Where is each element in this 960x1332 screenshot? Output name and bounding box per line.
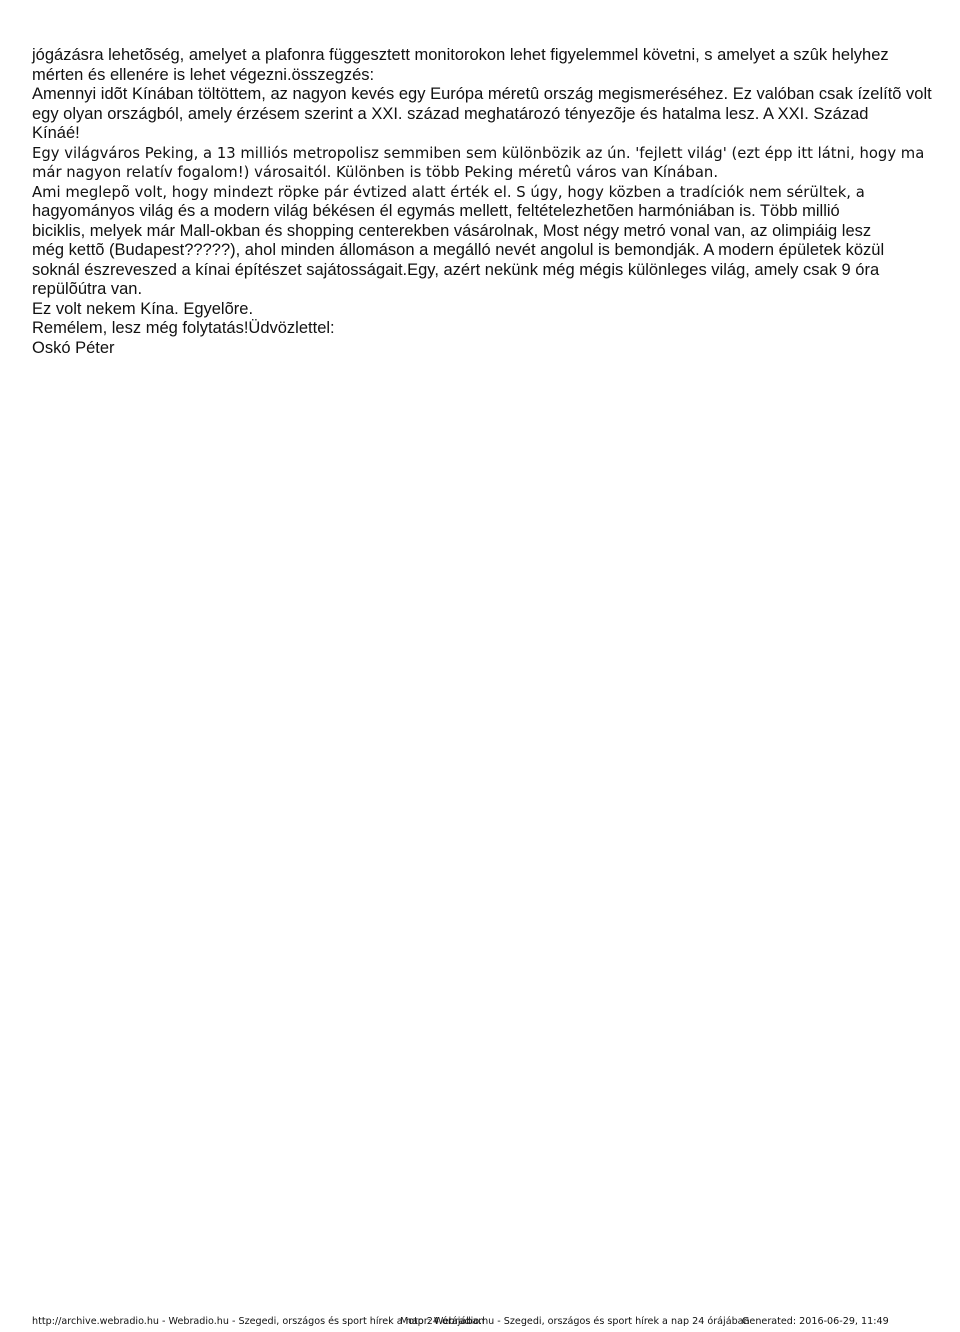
- article-line: Ez volt nekem Kína. Egyelõre.: [32, 299, 254, 318]
- footer-engine: Motor: Webradio.hu - Szegedi, országos és sport hírek a nap 24 órájában: [400, 1316, 750, 1327]
- article-line: egy olyan országból, amely érzésem szerint a XXI. század meghatározó tényezõje és hatalma lesz. A XXI. Század: [32, 104, 869, 123]
- article-line: Remélem, lesz még folytatás!Üdvözlettel:: [32, 319, 335, 337]
- article-line: Amennyi idõt Kínában töltöttem, az nagyon kevés egy Európa méretû ország megismeréséhez. Ez valóban csak ízelítõ volt: [32, 85, 932, 103]
- article-line: soknál észreveszed a kínai építészet sajátosságait.Egy, azért nekünk még mégis különleges világ, amely csak 9 óra: [32, 260, 880, 279]
- article-line: Egy világváros Peking, a 13 milliós metropolisz semmiben sem különbözik az ún. 'fejlett világ' (ezt épp itt látni, hogy ma: [32, 144, 925, 162]
- article-line: Kínáé!: [32, 124, 80, 142]
- article-line: hagyományos világ és a modern világ békésen él egymás mellett, feltételezhetõen harmóniában is. Több millió: [32, 202, 840, 220]
- article-line: már nagyon relatív fogalom!) városaitól. Különben is több Peking méretû város van Kínában.: [32, 164, 719, 181]
- article-body: [32, 46, 932, 358]
- article-line: repülõútra van.: [32, 280, 143, 298]
- article-signature: Oskó Péter: [32, 338, 115, 357]
- article-line: biciklis, melyek már Mall-okban és shopping centerekben vásárolnak, Most négy metró vonal van, az olimpiáig lesz: [32, 221, 872, 240]
- footer-generated: Generated: 2016-06-29, 11:49: [742, 1316, 889, 1327]
- article-line: mérten és ellenére is lehet végezni.összegzés:: [32, 65, 375, 84]
- article-line: még kettõ (Budapest?????), ahol minden állomáson a megálló nevét angolul is bemondják. A modern épületek közül: [32, 241, 885, 259]
- footer-source-link[interactable]: http://archive.webradio.hu - Webradio.hu - Szegedi, országos és sport hírek a nap 24 órájában: [32, 1316, 485, 1327]
- article-line: jógázásra lehetõség, amelyet a plafonra függesztett monitorokon lehet figyelemmel követni, s amelyet a szûk helyhez: [32, 46, 889, 64]
- article-line: Ami meglepõ volt, hogy mindezt röpke pár évtized alatt érték el. S úgy, hogy közben a tradíciók nem sérültek, a: [32, 183, 865, 201]
